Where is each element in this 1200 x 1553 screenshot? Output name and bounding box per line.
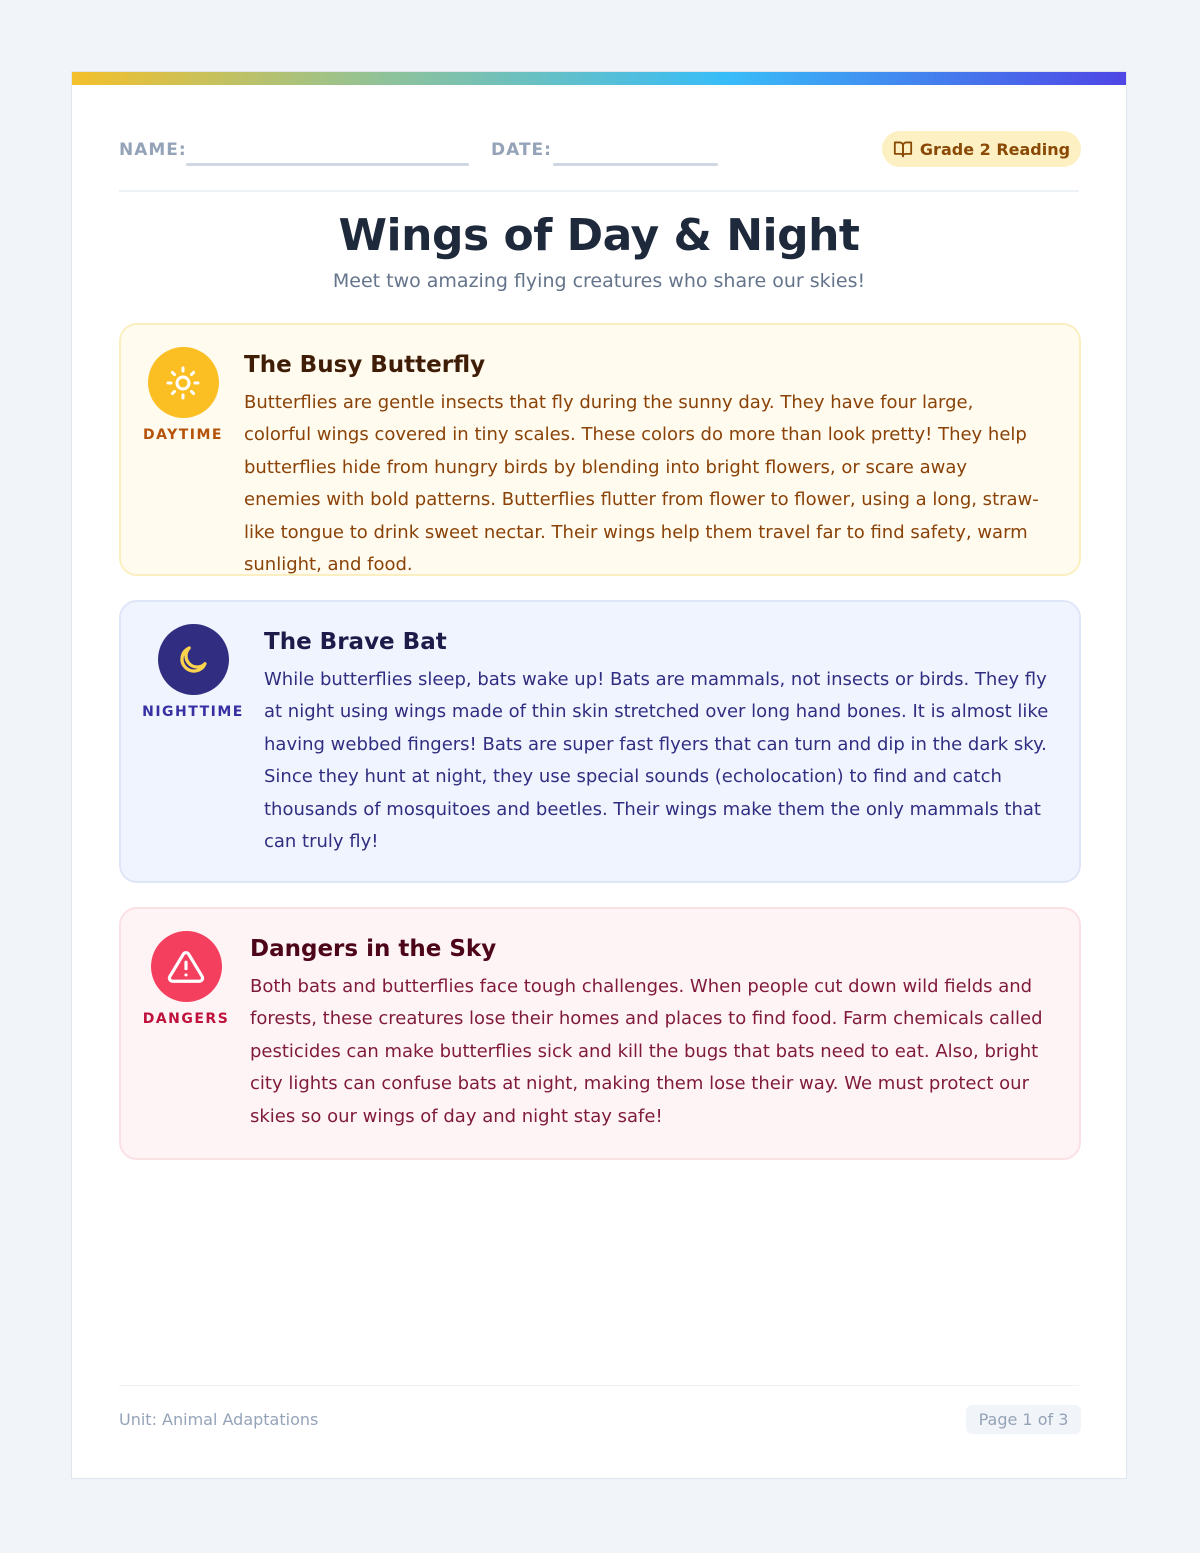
butterfly-body: Butterflies are gentle insects that fly during the sunny day. They have four large, colorful wings covered in tiny scales. These colors do more than look pretty! They help butterflies hide from hungry birds by blending into bright flowers, or scare away enemies with bold patterns. Butterflies flutter from flower to flower, using a long, straw-like tongue to drink sweet nectar. Their wings help them travel far to find safety, warm sunlight, and food. — [244, 392, 1039, 576]
name-line[interactable] — [186, 163, 469, 166]
footer-divider — [119, 1385, 1079, 1386]
sun-circle — [148, 347, 219, 418]
butterfly-heading: The Busy Butterfly — [244, 352, 486, 378]
bat-card — [119, 600, 1081, 883]
bat-heading: The Brave Bat — [264, 629, 447, 655]
warning-icon — [167, 948, 205, 986]
date-label: DATE: — [491, 140, 552, 160]
daytime-label: DAYTIME — [142, 427, 223, 443]
butterfly-text — [244, 349, 1044, 581]
nighttime-badge — [133, 624, 253, 720]
nighttime-label: NIGHTTIME — [142, 704, 244, 720]
worksheet-page — [71, 71, 1127, 1479]
unit-label: Unit: Animal Adaptations — [119, 1410, 319, 1429]
book-icon — [893, 140, 913, 158]
warning-circle — [151, 931, 222, 1002]
sun-icon — [165, 365, 201, 401]
daytime-badge — [133, 347, 233, 443]
grade-label: Grade 2 Reading — [919, 139, 1071, 159]
dangers-badge — [133, 931, 239, 1027]
gradient-top-bar — [72, 72, 1126, 85]
date-line[interactable] — [553, 163, 718, 166]
moon-icon — [175, 642, 211, 678]
butterfly-card — [119, 323, 1081, 576]
dangers-heading: Dangers in the Sky — [250, 936, 497, 962]
name-label: NAME: — [119, 140, 187, 160]
bat-body: While butterflies sleep, bats wake up! Bats are mammals, not insects or birds. They fly at night using wings made of thin skin stretched over long hand bones. It is almost like having webbed fingers! Bats are super fast flyers that can turn and dip in the dark sky. Since they hunt at night, they use special sounds (echolocation) to find and catch thousands of mosquitoes and beetles. Their wings make them the only mammals that can truly fly! — [264, 669, 1049, 853]
moon-circle — [158, 624, 229, 695]
grade-badge — [882, 131, 1081, 167]
dangers-text — [250, 933, 1065, 1133]
page-title: Wings of Day & Night — [338, 210, 860, 261]
page-number-badge: Page 1 of 3 — [966, 1405, 1081, 1434]
bat-text — [264, 626, 1064, 858]
dangers-card — [119, 907, 1081, 1160]
page-subtitle: Meet two amazing flying creatures who share our skies! — [332, 270, 866, 292]
dangers-body: Both bats and butterflies face tough challenges. When people cut down wild fields and forests, these creatures lose their homes and places to find food. Farm chemicals called pesticides can make butterflies sick and kill the bugs that bats need to eat. Also, bright city lights can confuse bats at night, making them lose their way. We must protect our skies so our wings of day and night stay safe! — [250, 976, 1043, 1127]
dangers-label: DANGERS — [142, 1011, 230, 1027]
header-divider — [119, 190, 1079, 192]
